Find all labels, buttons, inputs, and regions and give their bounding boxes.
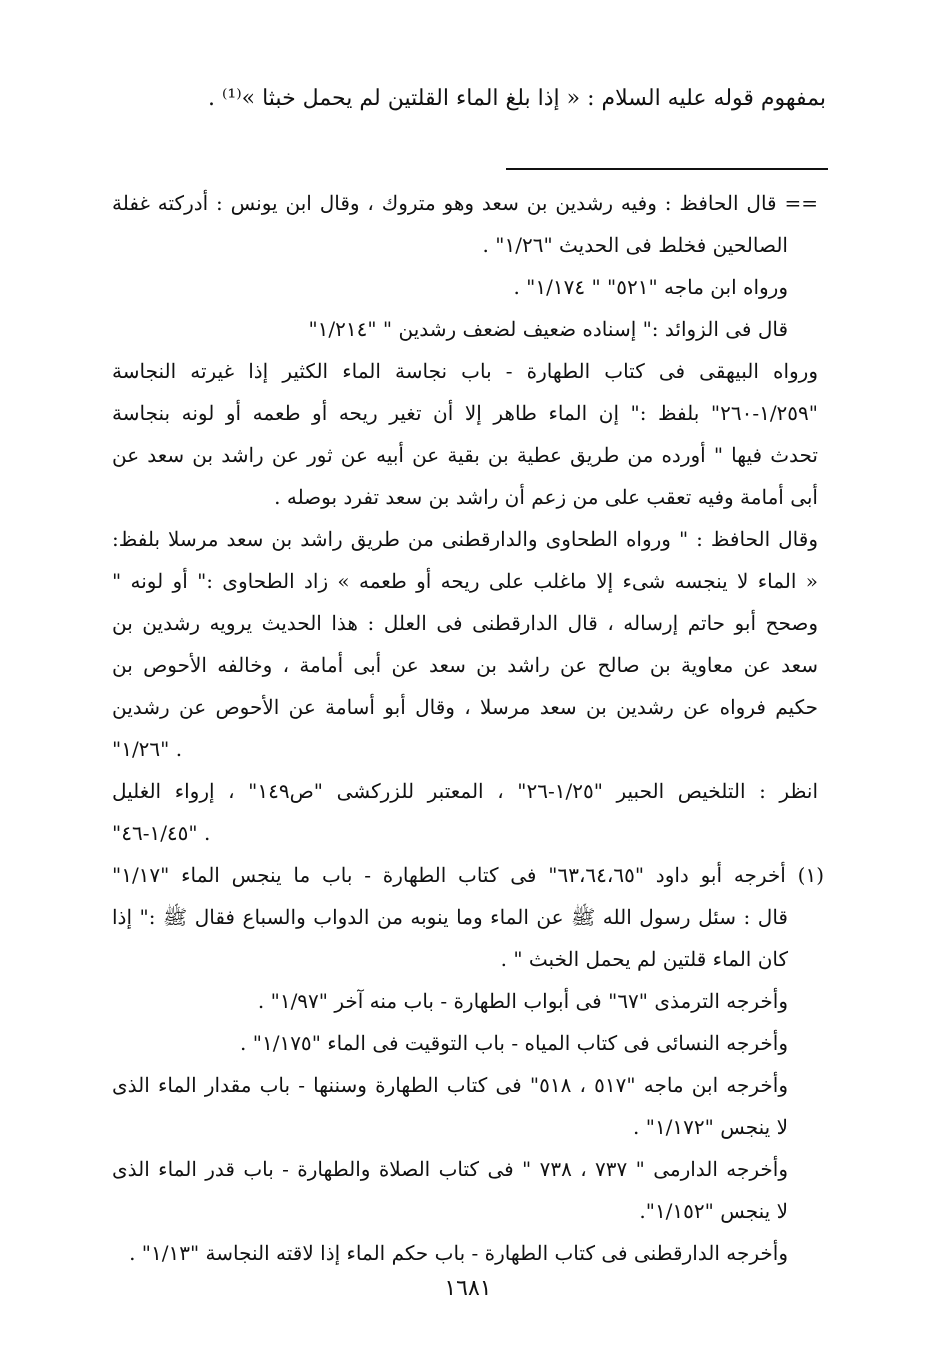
footnote-line: وأخرجه النسائى فى كتاب المياه - باب التوقيت فى الماء "١/١٧٥" .: [240, 1031, 788, 1055]
footnote-line: == قال الحافظ : وفيه رشدين بن سعد وهو متروك ، وقال ابن يونس : أدركته غفلة: [112, 191, 818, 215]
footnote-line: وصحح أبو حاتم إرساله ، قال الدارقطنى فى العلل : هذا الحديث يرويه رشدين بن: [112, 611, 818, 635]
footnote-line: قال فى الزوائد :" إسناده ضعيف لضعف رشدين " "١/٢١٤": [308, 317, 788, 341]
footnote-line: سعد عن معاوية بن صالح عن راشد بن سعد عن أبى أمامة ، وخالفه الأحوص بن: [112, 653, 818, 677]
footnote-line: قال : سئل رسول الله ﷺ عن الماء وما ينوبه من الدواب والسباع فقال ﷺ :" إذا: [112, 905, 788, 929]
footnote-line: كان الماء قلتين لم يحمل الخبث " .: [500, 947, 788, 971]
main-text: بمفهوم قوله عليه السلام : « إذا بلغ الماء القلتين لم يحمل خبثا »⁽¹⁾ .: [208, 86, 826, 111]
footnote-line: "١/٢٥٩-٢٦٠" بلفظ :" إن الماء طاهر إلا أن تغير ريحه أو طعمه أو لونه بنجاسة: [112, 401, 818, 425]
footnote-line: الصالحين فخلط فى الحديث "١/٢٦" .: [482, 233, 788, 257]
footnote-line: "١/٢٦" .: [112, 737, 183, 761]
page-number: ١٦٨١: [444, 1276, 492, 1301]
footnote-line: لا ينجس "١/١٧٢" .: [633, 1115, 788, 1139]
footnote-line: « الماء لا ينجسه شىء إلا ماغلب على ريحه أو طعمه » زاد الطحاوى :" أو لونه ": [112, 569, 818, 593]
footnote-line: "١/٤٥-٤٦" .: [112, 821, 211, 845]
footnote-line: ورواه البيهقى فى كتاب الطهارة - باب نجاسة الماء الكثير إذا غيرته النجاسة: [112, 359, 818, 383]
footnote-line: وأخرجه ابن ماجه "٥١٧ ، ٥١٨" فى كتاب الطهارة وسننها - باب مقدار الماء الذى: [112, 1073, 789, 1097]
footnote-separator: [506, 168, 828, 170]
footnote-line: حكيم فرواه عن رشدين بن سعد مرسلا ، وقال أبو أسامة عن الأحوص عن رشدين: [112, 695, 818, 719]
footnote-line: وأخرجه الدارمى " ٧٣٧ ، ٧٣٨ " فى كتاب الصلاة والطهارة - باب قدر الماء الذى: [112, 1157, 789, 1181]
footnote-line: ورواه ابن ماجه "٥٢١" " ١/١٧٤" .: [513, 275, 788, 299]
footnote-line: لا ينجس "١/١٥٢".: [639, 1199, 788, 1223]
footnote-line: تحدث فيها " أورده من طريق عطية بن بقية عن أبيه عن ثور عن راشد بن سعد عن: [112, 443, 818, 467]
footnote-line: (١) أخرجه أبو داود "٦٣،٦٤،٦٥" فى كتاب الطهارة - باب ما ينجس الماء "١/١٧": [112, 863, 824, 887]
footnote-line: انظر : التلخيص الحبير "١/٢٥-٢٦" ، المعتبر للزركشى "ص١٤٩" ، إرواء الغليل: [112, 779, 818, 803]
footnote-line: وأخرجه الدارقطنى فى كتاب الطهارة - باب حكم الماء إذا لاقته النجاسة "١/١٣" .: [129, 1241, 788, 1265]
footnote-line: وقال الحافظ : " ورواه الطحاوى والدارقطنى من طريق راشد بن سعد مرسلا بلفظ:: [112, 527, 818, 551]
footnote-line: وأخرجه الترمذى "٦٧" فى أبواب الطهارة - باب منه آخر "١/٩٧" .: [257, 989, 788, 1013]
footnote-line: أبى أمامة وفيه تعقب على من زعم أن راشد بن سعد تفرد بوصله .: [274, 485, 818, 509]
